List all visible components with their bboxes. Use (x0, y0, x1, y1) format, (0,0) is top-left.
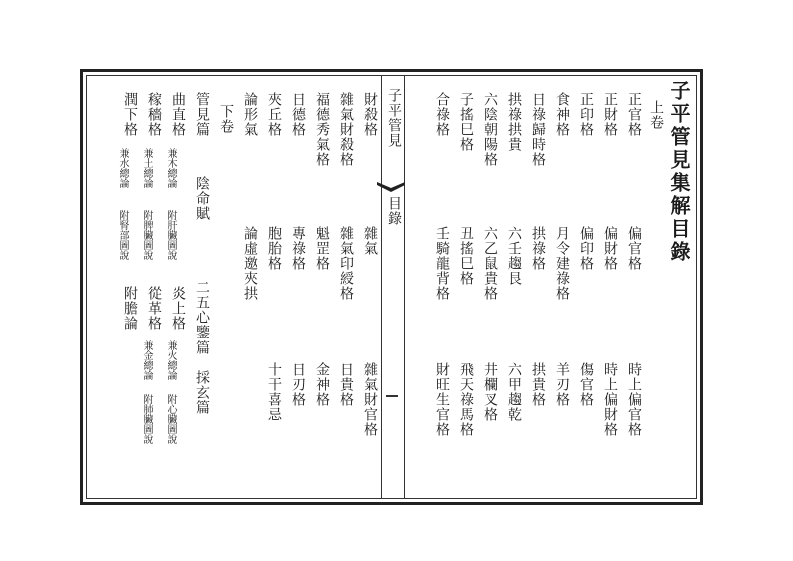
gutter-line-right (404, 75, 405, 499)
entry: 六乙鼠貴格 (482, 226, 498, 301)
entry: 壬騎龍背格 (434, 226, 450, 301)
entry-note: 兼水總論 (117, 148, 128, 188)
entry: 十干喜忌 (266, 362, 282, 422)
entry: 日祿歸時格 (530, 92, 546, 167)
entry: 飛天祿馬格 (458, 362, 474, 437)
entry: 偏官格 (626, 226, 642, 271)
volume-lower: 下卷 (218, 104, 234, 134)
entry: 雜氣印綬格 (338, 226, 354, 301)
entry: 日德格 (290, 92, 306, 137)
entry: 管見篇 (194, 92, 210, 137)
fish-tail-icon (377, 182, 405, 192)
entry: 正印格 (578, 92, 594, 137)
gutter-section: 目錄 (386, 196, 402, 226)
entry: 井欄叉格 (482, 362, 498, 422)
entry: 魁罡格 (314, 226, 330, 271)
entry: 六甲趨乾 (506, 362, 522, 422)
entry: 拱貴格 (530, 362, 546, 407)
entry: 潤下格 (122, 92, 138, 137)
entry-note: 附肺臟圖說 (141, 394, 152, 444)
gutter-line-left (381, 75, 382, 499)
page-number (386, 395, 398, 397)
entry: 拱祿拱貴 (506, 92, 522, 152)
entry: 財旺生官格 (434, 362, 450, 437)
entry: 時上偏財格 (602, 362, 618, 437)
entry: 拱祿格 (530, 226, 546, 271)
entry: 正財格 (602, 92, 618, 137)
entry-note: 兼木總論 (165, 148, 176, 188)
entry: 論形氣 (242, 92, 258, 137)
volume-upper: 上卷 (648, 100, 664, 130)
entry: 傷官格 (578, 362, 594, 407)
entry: 二五心鑒篇 採玄篇 (194, 280, 210, 415)
entry: 金神格 (314, 362, 330, 407)
entry: 論虛邀夾拱 (242, 226, 258, 301)
entry: 陰命賦 (194, 176, 210, 221)
entry: 雜氣 (362, 226, 378, 256)
entry: 合祿格 (434, 92, 450, 137)
entry: 日刃格 (290, 362, 306, 407)
entry-note: 兼火總論 (165, 340, 176, 380)
entry: 時上偏官格 (626, 362, 642, 437)
entry: 六陰朝陽格 (482, 92, 498, 167)
entry: 附膽論 (122, 286, 138, 331)
entry-note: 附肝臟圖說 (165, 210, 176, 260)
entry: 食神格 (554, 92, 570, 137)
page-title: 子平管見集解目錄 (667, 80, 691, 264)
entry: 福德秀氣格 (314, 92, 330, 167)
entry: 曲直格 (170, 92, 186, 137)
entry: 財殺格 (362, 92, 378, 137)
entry: 日貴格 (338, 362, 354, 407)
entry: 月令建祿格 (554, 226, 570, 301)
entry: 稼穡格 (146, 92, 162, 137)
entry: 正官格 (626, 92, 642, 137)
entry: 雜氣財殺格 (338, 92, 354, 167)
entry: 專祿格 (290, 226, 306, 271)
entry: 胞胎格 (266, 226, 282, 271)
entry-note: 附心臟圖說 (165, 394, 176, 444)
entry: 子搖巳格 (458, 92, 474, 152)
entry: 六壬趨艮 (506, 226, 522, 286)
entry: 偏財格 (602, 226, 618, 271)
entry: 雜氣財官格 (362, 362, 378, 437)
entry-note: 附腎部圖說 (117, 210, 128, 260)
entry-note: 兼土總論 (141, 148, 152, 188)
entry-note: 附脾臟圖說 (141, 210, 152, 260)
entry: 偏印格 (578, 226, 594, 271)
entry: 炎上格 (170, 286, 186, 331)
gutter-book-title: 子平管見 (386, 88, 402, 148)
entry: 夾丘格 (266, 92, 282, 137)
entry: 丑搖巳格 (458, 226, 474, 286)
entry: 羊刃格 (554, 362, 570, 407)
entry: 從革格 (146, 286, 162, 331)
entry-note: 兼金總論 (141, 340, 152, 380)
